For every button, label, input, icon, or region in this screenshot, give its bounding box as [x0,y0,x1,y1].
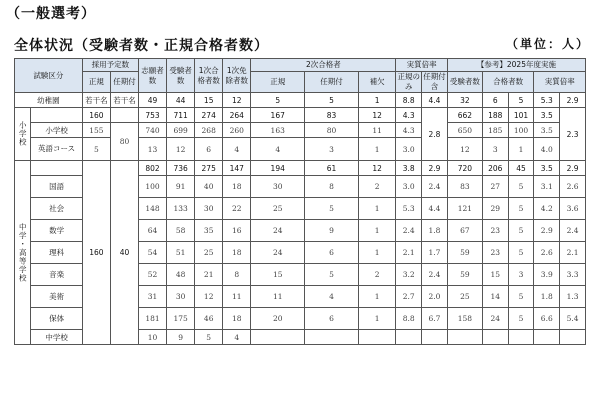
cell: 147 [223,161,251,176]
cell [422,330,448,345]
cell: 6.6 [534,308,560,330]
cell: 3.5 [534,161,560,176]
cell: 2.9 [422,161,448,176]
col-planned-hires: 採用予定数 [82,59,138,72]
cell: 275 [195,161,223,176]
plan-regular: 若干名 [82,93,110,108]
cell: 5 [305,198,359,220]
cell: 699 [167,123,195,138]
cell: 2.4 [396,220,422,242]
cell: 1 [358,198,395,220]
cell: 4 [305,286,359,308]
cell: 5 [508,220,534,242]
cell: 1 [358,93,395,108]
row-label-subject: 社会 [31,198,82,220]
cell: 2.9 [560,93,586,108]
cell: 4.4 [422,93,448,108]
cell: 1.8 [422,220,448,242]
plan-regular: 5 [82,138,110,161]
cell: 24 [251,220,305,242]
cell: 5 [195,330,223,345]
cell: 5 [508,93,534,108]
cell: 4.3 [396,123,422,138]
row-label-english: 英語コース [31,138,82,161]
cell: 91 [167,176,195,198]
cell: 206 [482,161,508,176]
cell: 80 [305,123,359,138]
plan-fixed: 80 [110,123,138,161]
section-heading: （一般選考） [6,6,96,22]
cell: 158 [447,308,482,330]
cell [305,330,359,345]
cell: 1.7 [422,242,448,264]
col-plan-regular: 正規 [82,72,110,93]
cell: 5.3 [396,198,422,220]
cell: 2.1 [560,242,586,264]
cell: 51 [167,242,195,264]
cell: 15 [195,93,223,108]
cell: 1.3 [560,286,586,308]
cell: 3.8 [396,161,422,176]
cell: 44 [167,93,195,108]
cell: 185 [482,123,508,138]
cell: 12 [358,108,395,123]
cell: 5 [508,286,534,308]
cell: 64 [139,220,167,242]
cell: 194 [251,161,305,176]
cell: 2.4 [560,220,586,242]
cell: 22 [223,198,251,220]
col-examinees: 受験者数 [167,59,195,93]
cell: 45 [508,161,534,176]
cell: 5 [251,93,305,108]
row-label-subject: 中学校 [31,330,82,345]
cell: 100 [508,123,534,138]
cell: 8 [305,176,359,198]
cell: 11 [358,123,395,138]
cell: 260 [223,123,251,138]
cell: 2 [358,176,395,198]
cell: 27 [482,176,508,198]
plan-fixed: 40 [110,161,138,345]
col-ratio: 実質倍率 [396,59,447,72]
cell: 5 [508,242,534,264]
col-ref-examinees: 受験者数 [447,72,482,93]
cell: 2.6 [560,176,586,198]
cell: 25 [447,286,482,308]
cell: 5.4 [560,308,586,330]
cell: 48 [167,264,195,286]
cell: 5 [305,264,359,286]
cell [251,330,305,345]
cell: 181 [139,308,167,330]
cell [447,330,482,345]
cell: 11 [223,286,251,308]
cell: 58 [167,220,195,242]
cell: 101 [508,108,534,123]
cell: 662 [447,108,482,123]
cell: 11 [251,286,305,308]
cell: 1 [508,138,534,161]
row-label-subject: 音楽 [31,264,82,286]
cell: 29 [482,198,508,220]
cell: 8.8 [396,308,422,330]
plan-regular: 155 [82,123,110,138]
cell: 1 [358,220,395,242]
cell: 13 [139,138,167,161]
cell: 8.8 [396,93,422,108]
cell: 188 [482,108,508,123]
plan-regular: 160 [82,161,110,345]
group-elementary: 小学校 [15,108,31,161]
cell: 18 [223,176,251,198]
cell: 5.3 [534,93,560,108]
cell: 4 [251,138,305,161]
cell: 3.2 [396,264,422,286]
row-label-kindergarten: 幼稚園 [15,93,83,108]
col-sec-fixed: 任期付 [305,72,359,93]
cell: 20 [251,308,305,330]
cell: 52 [139,264,167,286]
cell: 5 [305,93,359,108]
cell: 121 [447,198,482,220]
cell: 6 [195,138,223,161]
cell: 61 [305,161,359,176]
cell: 3.1 [534,176,560,198]
cell: 2.4 [422,264,448,286]
cell: 40 [195,176,223,198]
cell: 14 [482,286,508,308]
cell: 167 [251,108,305,123]
cell: 12 [167,138,195,161]
cell: 3 [482,138,508,161]
cell: 2.4 [422,176,448,198]
cell: 5 [508,176,534,198]
cell: 23 [482,242,508,264]
cell: 2 [358,264,395,286]
cell: 1 [358,286,395,308]
cell [482,330,508,345]
cell: 6 [305,308,359,330]
col-ref-passers: 合格者数 [482,72,533,93]
cell: 3.0 [396,176,422,198]
col-reference: 【参考】2025年度実施 [447,59,585,72]
cell: 4.0 [534,138,560,161]
cell: 1 [358,308,395,330]
cell: 9 [167,330,195,345]
cell: 23 [482,220,508,242]
cell: 2.6 [534,242,560,264]
cell: 12 [358,161,395,176]
cell: 16 [223,220,251,242]
cell [534,330,560,345]
row-label-subject: 数学 [31,220,82,242]
group-middle-high: 中学・高等学校 [15,161,31,345]
cell: 802 [139,161,167,176]
row-label-subject: 美術 [31,286,82,308]
cell: 30 [251,176,305,198]
cell: 12 [223,93,251,108]
cell: 3.0 [396,138,422,161]
cell: 30 [167,286,195,308]
cell: 3.5 [534,123,560,138]
cell: 12 [447,138,482,161]
cell: 54 [139,242,167,264]
cell: 83 [305,108,359,123]
cell: 6 [305,242,359,264]
cell: 10 [139,330,167,345]
cell: 24 [251,242,305,264]
cell: 6.7 [422,308,448,330]
cell: 3 [508,264,534,286]
cell: 25 [195,242,223,264]
col-second-pass: 2次合格者 [251,59,396,72]
cell: 24 [482,308,508,330]
cell: 15 [251,264,305,286]
cell: 2.0 [422,286,448,308]
col-applicants: 志願者数 [139,59,167,93]
cell: 67 [447,220,482,242]
cell: 2.9 [534,220,560,242]
cell: 133 [167,198,195,220]
col-ref-ratio: 実質倍率 [534,72,586,93]
cell [560,330,586,345]
cell [396,330,422,345]
cell: 175 [167,308,195,330]
cell: 3.5 [534,108,560,123]
cell: 12 [195,286,223,308]
row-label-elementary: 小学校 [31,123,82,138]
cell: 148 [139,198,167,220]
col-ratio-regular: 正規のみ [397,72,420,91]
cell: 3.6 [560,198,586,220]
cell: 21 [195,264,223,286]
cell: 25 [251,198,305,220]
cell: 5 [508,308,534,330]
cell: 18 [223,308,251,330]
cell: 2.3 [560,108,586,161]
cell: 736 [167,161,195,176]
cell: 1 [358,138,395,161]
cell: 6 [482,93,508,108]
cell: 2.7 [396,286,422,308]
cell: 30 [195,198,223,220]
cell: 740 [139,123,167,138]
page-title: 全体状況（受験者数・正規合格者数） [14,38,269,54]
cell: 274 [195,108,223,123]
cell: 4.4 [422,198,448,220]
cell: 4.2 [534,198,560,220]
unit-label: （単位：人） [505,37,590,51]
cell: 100 [139,176,167,198]
cell: 46 [195,308,223,330]
cell: 2.8 [422,108,448,161]
col-first-exempt: 1次免除者数 [223,59,251,93]
cell: 5 [508,198,534,220]
cell: 83 [447,176,482,198]
cell: 711 [167,108,195,123]
cell: 2.1 [396,242,422,264]
cell: 650 [447,123,482,138]
col-ratio-fixed: 任期付含 [423,72,446,91]
cell: 1 [358,242,395,264]
cell: 3.9 [534,264,560,286]
col-sec-supp: 補欠 [358,72,395,93]
row-label-subject: 理科 [31,242,82,264]
status-table [14,58,586,345]
col-sec-regular: 正規 [251,72,305,93]
col-first-pass: 1次合格者数 [195,59,223,93]
cell: 8 [223,264,251,286]
cell: 49 [139,93,167,108]
cell: 3 [305,138,359,161]
row-label-subject: 国語 [31,176,82,198]
cell: 1.8 [534,286,560,308]
cell: 31 [139,286,167,308]
cell: 9 [305,220,359,242]
cell: 4.3 [396,108,422,123]
cell: 32 [447,93,482,108]
cell: 163 [251,123,305,138]
cell: 720 [447,161,482,176]
row-label-subject: 保体 [31,308,82,330]
plan-fixed: 若干名 [110,93,138,108]
col-exam-category: 試験区分 [15,59,83,93]
cell: 18 [223,242,251,264]
col-plan-fixed: 任期付 [110,72,138,93]
cell: 264 [223,108,251,123]
plan-regular: 160 [82,108,110,123]
cell: 59 [447,264,482,286]
cell: 2.9 [560,161,586,176]
cell: 4 [223,138,251,161]
cell: 15 [482,264,508,286]
cell [358,330,395,345]
cell: 753 [139,108,167,123]
cell: 35 [195,220,223,242]
cell: 3.3 [560,264,586,286]
cell: 268 [195,123,223,138]
cell: 59 [447,242,482,264]
cell: 4 [223,330,251,345]
cell [508,330,534,345]
